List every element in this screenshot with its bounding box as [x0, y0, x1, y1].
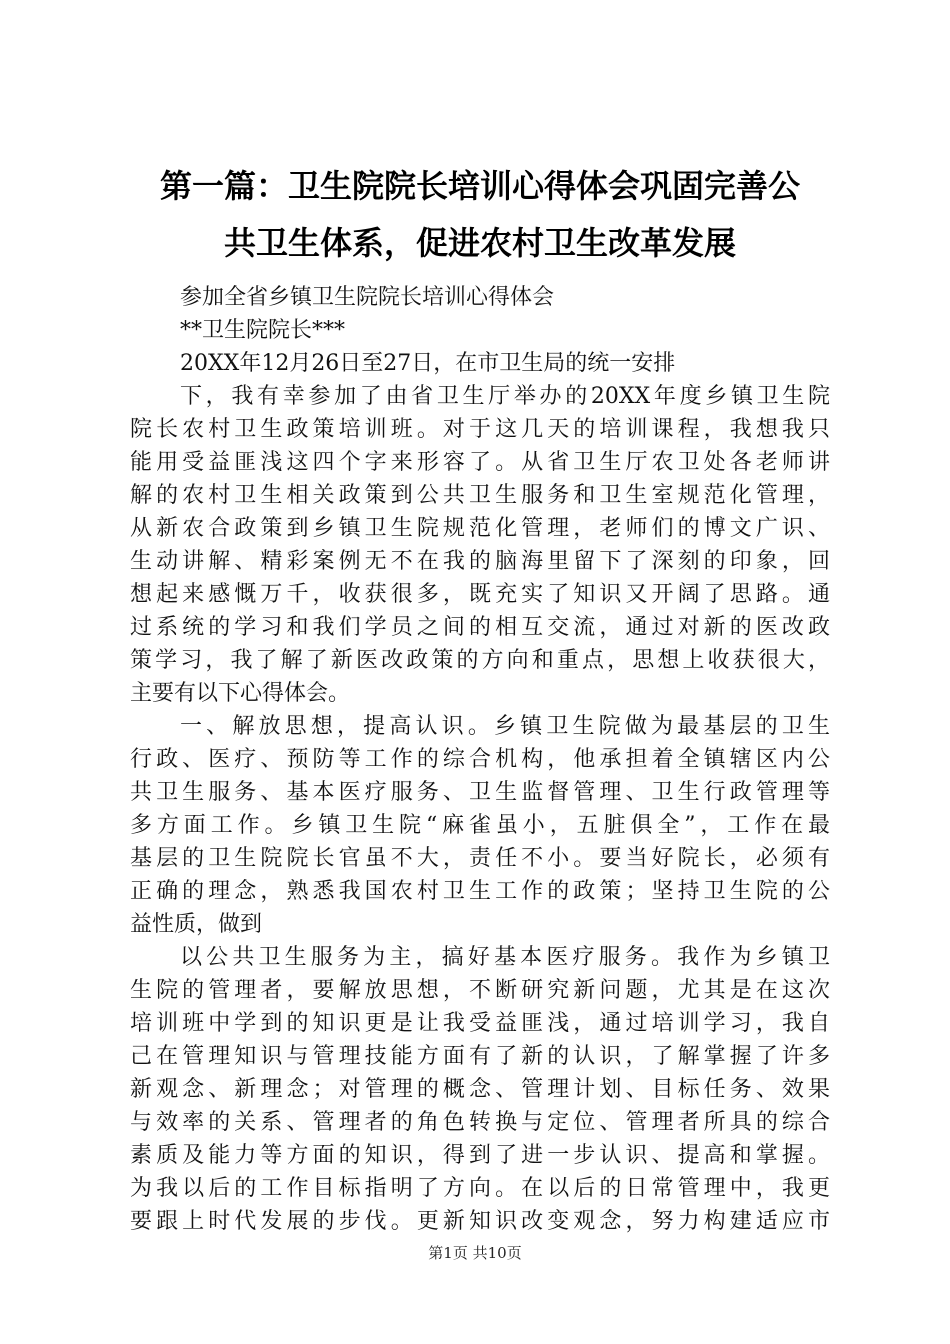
- body-text-line: 能用受益匪浅这四个字来形容了。从省卫生厅农卫处各老师讲: [130, 450, 830, 475]
- body-text-line: 院长农村卫生政策培训班。对于这几天的培训课程，我想我只: [130, 417, 830, 442]
- body-text-line: 20XX年12月26日至27日，在市卫生局的统一安排: [180, 351, 676, 376]
- body-text-line: 培训班中学到的知识更是让我受益匪浅，通过培训学习，我自: [130, 1011, 830, 1036]
- body-text-line: 参加全省乡镇卫生院院长培训心得体会: [180, 285, 555, 310]
- body-text-line: 策学习，我了解了新医改政策的方向和重点，思想上收获很大，: [130, 648, 830, 673]
- body-text-line: 为我以后的工作目标指明了方向。在以后的日常管理中，我更: [130, 1176, 830, 1201]
- document-title-line-2: 共卫生体系，促进农村卫生改革发展: [223, 224, 736, 262]
- body-text-line: 以公共卫生服务为主，搞好基本医疗服务。我作为乡镇卫: [180, 945, 830, 970]
- body-text-line: 与效率的关系、管理者的角色转换与定位、管理者所具的综合: [130, 1110, 830, 1135]
- body-text-line: 行政、医疗、预防等工作的综合机构，他承担着全镇辖区内公: [130, 747, 830, 772]
- body-text-line: 新观念、新理念；对管理的概念、管理计划、目标任务、效果: [130, 1077, 830, 1102]
- body-text-line: 素质及能力等方面的知识，得到了进一步认识、提高和掌握。: [130, 1143, 830, 1168]
- body-text-line: 多方面工作。乡镇卫生院“麻雀虽小，五脏俱全”，工作在最: [130, 813, 830, 838]
- body-text-line: 正确的理念，熟悉我国农村卫生工作的政策；坚持卫生院的公: [130, 879, 830, 904]
- body-text-line: 共卫生服务、基本医疗服务、卫生监督管理、卫生行政管理等: [130, 780, 830, 805]
- body-text-line: 己在管理知识与管理技能方面有了新的认识，了解掌握了许多: [130, 1044, 830, 1069]
- body-text-line: 从新农合政策到乡镇卫生院规范化管理，老师们的博文广识、: [130, 516, 830, 541]
- body-text-line: 主要有以下心得体会。: [130, 681, 351, 706]
- body-text-line: 解的农村卫生相关政策到公共卫生服务和卫生室规范化管理，: [130, 483, 830, 508]
- body-text-line: 生院的管理者，要解放思想，不断研究新问题，尤其是在这次: [130, 978, 830, 1003]
- body-text-line: 要跟上时代发展的步伐。更新知识改变观念，努力构建适应市: [130, 1209, 830, 1234]
- body-text-line: 过系统的学习和我们学员之间的相互交流，通过对新的医改政: [130, 615, 830, 640]
- body-text-line: 下，我有幸参加了由省卫生厅举办的20XX年度乡镇卫生院: [180, 384, 830, 409]
- page-number-footer: 第1页 共10页: [428, 1244, 522, 1262]
- body-text-line: 益性质，做到: [130, 912, 263, 937]
- body-text-line: 想起来感慨万千，收获很多，既充实了知识又开阔了思路。通: [130, 582, 830, 607]
- body-text-line: 基层的卫生院院长官虽不大，责任不小。要当好院长，必须有: [130, 846, 830, 871]
- body-text-line: 一、解放思想，提高认识。乡镇卫生院做为最基层的卫生: [180, 714, 830, 739]
- document-title-line-1: 第一篇：卫生院院长培训心得体会巩固完善公: [159, 167, 800, 205]
- body-text-line: 生动讲解、精彩案例无不在我的脑海里留下了深刻的印象，回: [130, 549, 830, 574]
- body-text-line: **卫生院院长***: [180, 318, 346, 343]
